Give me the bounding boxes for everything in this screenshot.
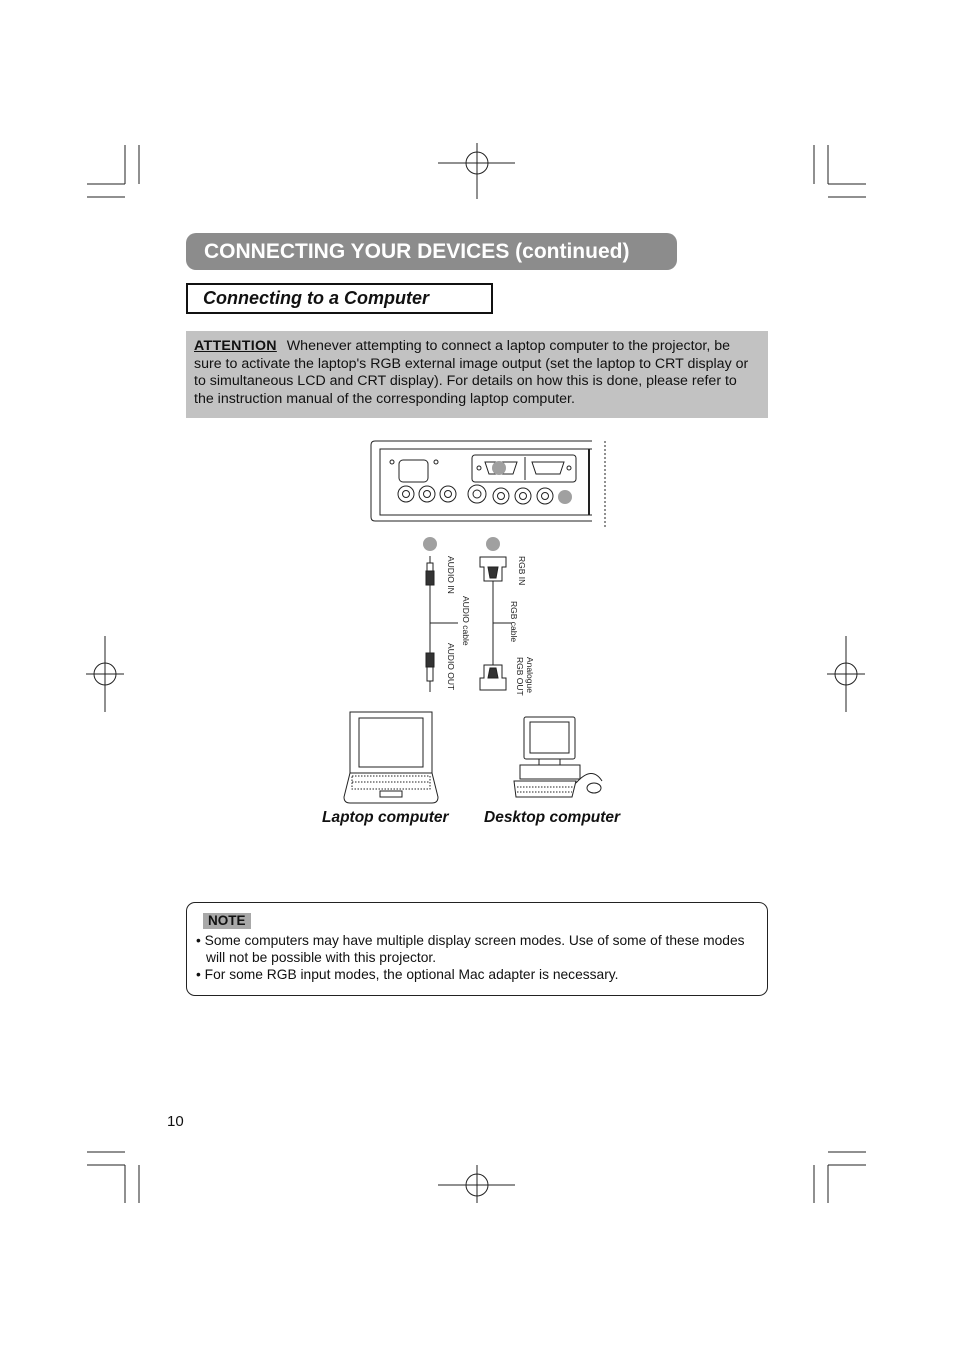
attention-box — [186, 331, 768, 418]
note-label: NOTE — [203, 913, 251, 929]
attention-text: Whenever attempting to connect a laptop computer to the projector, be sure to activate the laptop's RGB external image output (set the laptop to CRT display or to simultaneous LCD and CRT display). For details on how this is done, please refer to the instruction manual of the corresponding laptop computer. — [194, 338, 749, 407]
page-number: 10 — [167, 1113, 184, 1130]
note-box — [186, 902, 768, 996]
note-item: • Some computers may have multiple display screen modes. Use of some of these modes will not be possible with this projector. — [196, 933, 745, 966]
attention-label: ATTENTION — [194, 338, 277, 354]
audio-out-label: AUDIO OUT — [446, 643, 456, 691]
audio-in-label: AUDIO IN — [446, 556, 456, 594]
connection-diagram — [330, 435, 630, 810]
rgb-cable-illustration — [480, 557, 512, 690]
page-title: CONNECTING YOUR DEVICES (continued) — [186, 233, 677, 270]
laptop-illustration — [344, 712, 438, 803]
projector-panel-illustration — [371, 441, 605, 527]
rgb-out-label: RGB OUT — [515, 657, 525, 696]
note-item: • For some RGB input modes, the optional Mac adapter is necessary. — [196, 967, 619, 983]
audio-cable-label: AUDIO cable — [461, 596, 471, 646]
desktop-illustration — [514, 717, 602, 797]
analogue-label: Analogue — [525, 657, 535, 693]
rgb-cable-label: RGB cable — [509, 601, 519, 643]
desktop-caption: Desktop computer — [484, 809, 621, 826]
rgb-in-label: RGB IN — [517, 556, 527, 586]
section-title: Connecting to a Computer — [186, 283, 493, 314]
laptop-caption: Laptop computer — [322, 809, 449, 826]
